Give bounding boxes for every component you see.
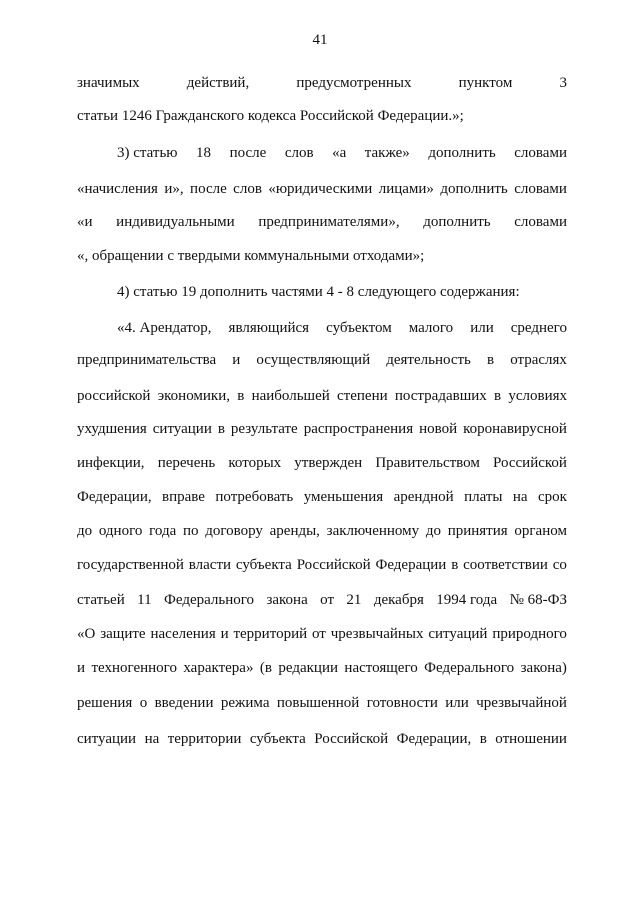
word: ситуации	[77, 731, 137, 747]
word: на	[144, 731, 160, 747]
word: соответствии	[463, 557, 548, 573]
word: дополнить	[440, 181, 508, 197]
word: словами	[514, 181, 567, 197]
word: Федерального	[424, 660, 515, 676]
word: арендной	[393, 489, 454, 505]
line-text: статьи 1246 Гражданского кодекса Российской Федерации.»;	[77, 108, 464, 124]
word: редакции	[278, 660, 338, 676]
text-line	[77, 729, 567, 749]
word: декабря	[373, 592, 424, 608]
word: Федерации,	[396, 731, 472, 747]
word: ухудшения	[77, 421, 147, 437]
word: предусмотренных	[296, 75, 412, 91]
word: «4. Арендатор,	[117, 320, 212, 336]
page-number: 41	[312, 32, 328, 48]
text-line	[77, 350, 567, 370]
word: в	[479, 731, 487, 747]
word: и	[220, 626, 229, 642]
word: защите	[100, 626, 146, 642]
word: дополнить	[428, 145, 496, 161]
word: со	[552, 557, 567, 573]
word: степени	[337, 388, 388, 404]
word: повышенной	[276, 695, 360, 711]
word: дополнить	[423, 214, 491, 230]
word: режима	[220, 695, 270, 711]
word: года	[149, 523, 177, 539]
text-line	[77, 318, 567, 338]
text-line	[77, 624, 567, 644]
word: результате	[230, 421, 298, 437]
word: от	[311, 626, 326, 642]
word: государственной	[77, 557, 184, 573]
word: статьей	[77, 592, 125, 608]
word: отношении	[495, 731, 567, 747]
word: которых	[228, 455, 282, 471]
word: аренды,	[269, 523, 320, 539]
text-line	[77, 282, 567, 302]
word: индивидуальными	[116, 214, 235, 230]
word: закона)	[520, 660, 567, 676]
word: деятельность	[386, 352, 471, 368]
word: вправе	[162, 489, 205, 505]
word: в	[451, 557, 459, 573]
word: 11	[137, 592, 152, 608]
word: отраслях	[510, 352, 567, 368]
text-line	[77, 419, 567, 439]
word: российской	[77, 388, 151, 404]
word: власти	[188, 557, 232, 573]
word: новой	[419, 421, 458, 437]
word: экономики,	[157, 388, 230, 404]
text-line	[77, 212, 567, 232]
word: территории	[167, 731, 242, 747]
word: инфекции,	[77, 455, 145, 471]
word: слов	[284, 145, 314, 161]
word: по	[182, 523, 199, 539]
word: платы	[464, 489, 503, 505]
word: до	[77, 523, 93, 539]
word: ситуаций	[428, 626, 488, 642]
line-text: 4) статью 19 дополнить частями 4 - 8 следующего содержания:	[117, 284, 520, 300]
word: в	[487, 352, 495, 368]
word: закона	[266, 592, 308, 608]
word: после	[229, 145, 267, 161]
word: коронавирусной	[463, 421, 567, 437]
word: и	[232, 352, 241, 368]
word: наибольшей	[251, 388, 330, 404]
word: техногенного	[91, 660, 177, 676]
word: потребовать	[215, 489, 294, 505]
text-line	[77, 693, 567, 713]
word: субъекта	[249, 731, 306, 747]
word: «О	[77, 626, 96, 642]
word: осуществляющий	[256, 352, 371, 368]
word: после	[190, 181, 227, 197]
word: на	[512, 489, 528, 505]
word: предпринимательства	[77, 352, 217, 368]
word: малого	[408, 320, 454, 336]
word: значимых	[77, 75, 140, 91]
text-line	[77, 487, 567, 507]
word: 1994 года	[436, 592, 498, 608]
text-line	[77, 143, 567, 163]
word: словами	[514, 214, 567, 230]
word: готовности	[366, 695, 438, 711]
word: одного	[98, 523, 143, 539]
word: 18	[196, 145, 212, 161]
word: слов	[233, 181, 262, 197]
word: 3) статью	[117, 145, 178, 161]
word: чрезвычайных	[330, 626, 424, 642]
word: территорий	[233, 626, 308, 642]
text-line	[77, 453, 567, 473]
word: субъекта	[235, 557, 292, 573]
word: пунктом	[458, 75, 513, 91]
word: природного	[492, 626, 567, 642]
text-line	[77, 73, 567, 93]
word: (в	[259, 660, 272, 676]
word: органом	[514, 523, 567, 539]
word: предпринимателями»,	[258, 214, 400, 230]
word: настоящего	[344, 660, 418, 676]
word: являющийся	[228, 320, 310, 336]
word: Федерации,	[77, 489, 152, 505]
word: от	[320, 592, 335, 608]
word: утвержден	[294, 455, 363, 471]
word: также»	[364, 145, 410, 161]
word: ситуации	[152, 421, 212, 437]
word: № 68-ФЗ	[509, 592, 567, 608]
word: «и	[77, 214, 93, 230]
word: среднего	[510, 320, 567, 336]
text-line	[77, 658, 567, 678]
word: решения	[77, 695, 133, 711]
word: субъектом	[326, 320, 392, 336]
word: Федерации	[375, 557, 447, 573]
word: распространения	[303, 421, 414, 437]
word: заключенному	[326, 523, 420, 539]
word: Правительством	[375, 455, 480, 471]
word: перечень	[157, 455, 216, 471]
text-line	[77, 179, 567, 199]
word: Российской	[493, 455, 567, 471]
line-text: «, обращении с твердыми коммунальными отходами»;	[77, 248, 425, 264]
word: принятия	[447, 523, 508, 539]
word: срок	[538, 489, 567, 505]
word: о	[139, 695, 148, 711]
word: и	[77, 660, 86, 676]
text-line	[77, 246, 567, 266]
word: в	[217, 421, 225, 437]
word: или	[470, 320, 494, 336]
word: уменьшения	[303, 489, 384, 505]
word: словами	[514, 145, 567, 161]
word: условиях	[508, 388, 567, 404]
word: в	[237, 388, 245, 404]
word: пострадавших	[394, 388, 487, 404]
word: «начисления	[77, 181, 158, 197]
word: 3	[559, 75, 567, 91]
word: и»,	[164, 181, 184, 197]
text-line	[77, 555, 567, 575]
text-line	[77, 590, 567, 610]
word: действий,	[186, 75, 250, 91]
word: населения	[150, 626, 216, 642]
text-line	[77, 521, 567, 541]
word: «юридическими	[268, 181, 373, 197]
word: Российской	[314, 731, 389, 747]
word: до	[425, 523, 441, 539]
word: в	[494, 388, 502, 404]
word: введении	[154, 695, 214, 711]
word: Федерального	[164, 592, 255, 608]
word: лицами»	[378, 181, 434, 197]
word: чрезвычайной	[476, 695, 567, 711]
word: «а	[332, 145, 347, 161]
text-line	[77, 386, 567, 406]
word: характера»	[183, 660, 254, 676]
word: 21	[346, 592, 362, 608]
word: или	[445, 695, 469, 711]
word: Российской	[296, 557, 371, 573]
text-line	[77, 106, 567, 126]
word: договору	[205, 523, 263, 539]
